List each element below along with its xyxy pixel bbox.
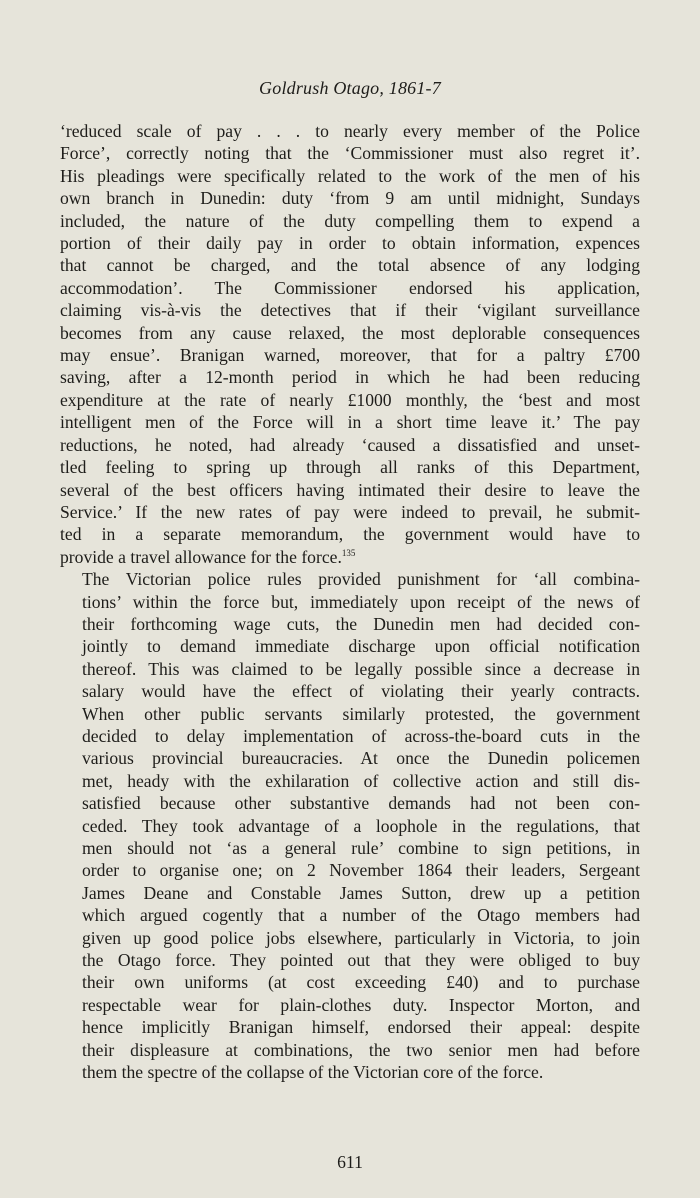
text-line: jointly to demand immediate discharge upon official notification [82, 636, 640, 657]
text-line: them the spectre of the collapse of the Victorian core of the force. [82, 1062, 544, 1083]
text-line: saving, after a 12-month period in which he had been reducing [60, 367, 640, 388]
text-line: respectable wear for plain-clothes duty. Inspector Morton, and [82, 994, 640, 1015]
text-line: reductions, he noted, had already ‘caused a dissatisfied and unset- [60, 434, 640, 455]
text-line: James Deane and Constable James Sutton, drew up a petition [82, 882, 640, 903]
text-line: hence implicitly Branigan himself, endorsed their appeal: despite [82, 1017, 640, 1038]
text-line: given up good police jobs elsewhere, particularly in Victoria, to join [82, 927, 640, 948]
text-line: various provincial bureaucracies. At once the Dunedin policemen [82, 748, 640, 769]
text-line: the Otago force. They pointed out that they were obliged to buy [82, 950, 640, 971]
text-line: tions’ within the force but, immediately upon receipt of the news of [82, 591, 640, 612]
text-line: intelligent men of the Force will in a short time leave it.’ The pay [60, 412, 640, 433]
page-number: 611 [337, 1152, 363, 1172]
text-line: His pleadings were specifically related to the work of the men of his [60, 165, 640, 186]
text-line: which argued cogently that a number of the Otago members had [82, 905, 640, 926]
running-head: Goldrush Otago, 1861-7 [259, 78, 441, 98]
text-line: salary would have the effect of violating their yearly contracts. [82, 681, 640, 702]
text-line: claiming vis-à-vis the detectives that if their ‘vigilant surveillance [60, 300, 640, 321]
text-line: men should not ‘as a general rule’ combine to sign petitions, in [82, 838, 640, 858]
text-line: provide a travel allowance for the force.$^{135}$ [60, 546, 356, 567]
text-line: tled feeling to spring up through all ranks of this Department, [60, 457, 640, 478]
text-line: ted in a separate memorandum, the government would have to [60, 524, 640, 545]
paragraph [60, 568, 640, 1083]
text-line: Service.’ If the new rates of pay were indeed to prevail, he submit- [60, 501, 640, 522]
text-line: several of the best officers having intimated their desire to leave the [60, 479, 640, 500]
body-text [60, 120, 640, 1083]
text-line: accommodation’. The Commissioner endorsed his application, [60, 277, 640, 298]
text-line: becomes from any cause relaxed, the most deplorable consequences [60, 322, 640, 343]
text-line: When other public servants similarly protested, the government [82, 703, 640, 724]
text-line: Force’, correctly noting that the ‘Commissioner must also regret it’. [60, 143, 640, 164]
text-line: satisfied because other substantive demands had not been con- [82, 793, 640, 814]
text-line: expenditure at the rate of nearly £1000 monthly, the ‘best and most [60, 389, 640, 410]
text-line: own branch in Dunedin: duty ‘from 9 am until midnight, Sundays [60, 188, 640, 209]
text-line: included, the nature of the duty compelling them to expend a [60, 210, 640, 231]
text-line: may ensue’. Branigan warned, moreover, that for a paltry £700 [60, 345, 640, 366]
footnote-marker: 135 [341, 547, 356, 558]
text-line: thereof. This was claimed to be legally possible since a decrease in [82, 658, 640, 679]
text-line: portion of their daily pay in order to obtain information, expences [60, 233, 640, 254]
text-line: decided to delay implementation of across-the-board cuts in the [82, 725, 640, 746]
text-line: their forthcoming wage cuts, the Dunedin men had decided con- [82, 613, 640, 634]
text-line: ceded. They took advantage of a loophole in the regulations, that [82, 815, 640, 836]
text-line: met, heady with the exhilaration of collective action and still dis- [82, 770, 640, 791]
paragraph [60, 120, 640, 568]
text-line: ‘reduced scale of pay . . . to nearly every member of the Police [60, 121, 640, 141]
text-line: that cannot be charged, and the total absence of any lodging [60, 255, 640, 276]
text-line: The Victorian police rules provided punishment for ‘all combina- [82, 569, 640, 590]
text-line: their displeasure at combinations, the two senior men had before [82, 1039, 640, 1060]
text-line: order to organise one; on 2 November 1864 their leaders, Sergeant [82, 860, 640, 881]
text-line: their own uniforms (at cost exceeding £40) and to purchase [82, 972, 640, 993]
